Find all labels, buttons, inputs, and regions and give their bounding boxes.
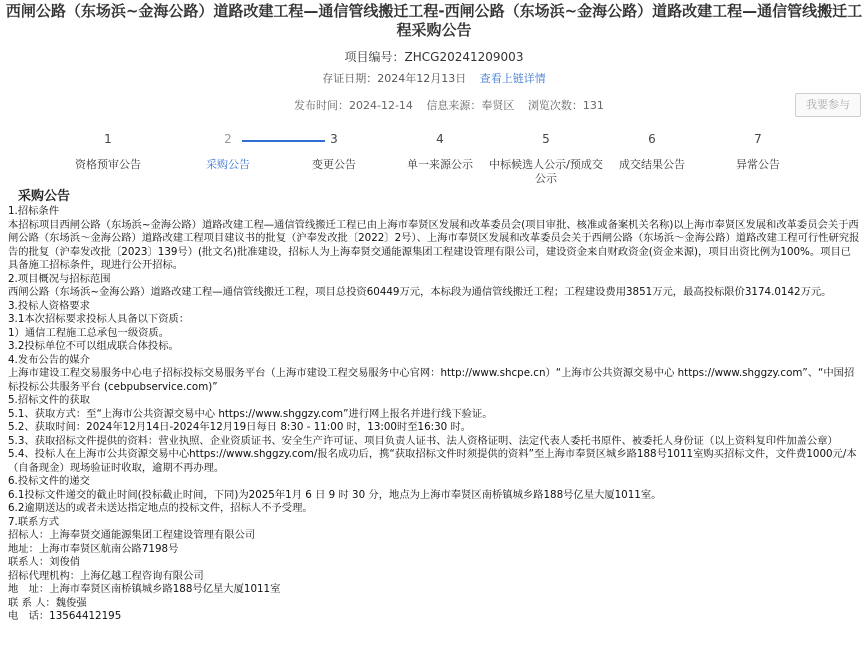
step-7[interactable] — [698, 130, 818, 172]
cert-row — [0, 70, 868, 86]
content-line: 5.1、获取方式：至“上海市公共资源交易中心 https://www.shggzy.com”进行网上报名并进行线下验证。 — [8, 407, 493, 420]
step-label: 采购公告 — [206, 158, 250, 171]
step-label: 中标候选人公示/预成交公示 — [489, 158, 603, 185]
announcement-body — [8, 205, 860, 624]
content-line: 6.1投标文件递交的截止时间(投标截止时间，下同)为2025年1月 6 日 9 时 30 分，地点为上海市奉贤区南桥镇城乡路188号亿星大厦1011室。 — [8, 488, 662, 501]
content-line: 招标人：上海奉贤交通能源集团工程建设管理有限公司 — [8, 529, 256, 541]
step-label: 成交结果公告 — [619, 158, 685, 171]
chain-detail-link[interactable]: 查看上链详情 — [479, 72, 546, 85]
content-line: 7.联系方式 — [8, 515, 60, 528]
step-label: 异常公告 — [736, 158, 780, 171]
view-count: 浏览次数：131 — [527, 99, 604, 112]
info-source: 信息来源：奉贤区 — [426, 99, 515, 112]
step-4[interactable] — [380, 130, 500, 172]
step-number: 1 — [104, 132, 112, 146]
content-line: 2.项目概况与招标范围 — [8, 272, 111, 285]
content-line: 联系人：刘俊俏 — [8, 556, 81, 568]
step-5[interactable] — [486, 130, 606, 186]
content-line: 5.2、获取时间：2024年12月14日-2024年12月19日每日 8:30 - 11:00 时，13:00时至16:30 时。 — [8, 421, 472, 433]
content-line: 地 址：上海市奉贤区南桥镇城乡路188号亿星大厦1011室 — [8, 583, 281, 595]
content-line: 5.3、获取招标文件提供的资料：营业执照、企业资质证书、安全生产许可证、项目负责人证书、法人资格证明、法定代表人委托书原件、被委托人身份证（以上资料复印件加盖公章） — [8, 434, 838, 447]
step-label: 变更公告 — [312, 158, 356, 171]
content-line: 地址：上海市奉贤区航南公路7198号 — [8, 542, 179, 555]
step-3[interactable] — [274, 130, 394, 172]
step-1[interactable] — [48, 130, 168, 172]
content-line: 联 系 人：魏俊强 — [8, 596, 87, 609]
content-line: 3.2投标单位不可以组成联合体投标。 — [8, 340, 179, 352]
page-title: 西闸公路（东场浜~金海公路）道路改建工程—通信管线搬迁工程-西闸公路（东场浜~金海公路）道路改建工程—通信管线搬迁工程采购公告 — [5, 2, 863, 39]
content-line: 5.招标文件的获取 — [8, 394, 90, 406]
content-line: 1）通信工程施工总承包一级资质。 — [8, 326, 170, 339]
content-line: 3.投标人资格要求 — [8, 299, 90, 312]
content-line: 西闸公路（东场浜~金海公路）道路改建工程—通信管线搬迁工程，项目总投资60449万元，本标段为通信管线搬迁工程；工程建设费用3851万元，最高投标限价3174.0142万元。 — [8, 286, 832, 298]
step-label: 资格预审公告 — [75, 158, 141, 171]
join-button[interactable]: 我要参与 — [795, 93, 861, 117]
content-line: 上海市建设工程交易服务中心电子招标投标交易服务平台（上海市建设工程交易服务中心官网：http://www.shcpe.cn）“上海市公共资源交易中心 https://www.shggzy.com”、“中国招标投标公共服务平台 (cebpubservice.com)” — [8, 367, 855, 393]
content-line: 招标代理机构：上海亿越工程咨询有限公司 — [8, 569, 204, 582]
step-label: 单一来源公示 — [407, 158, 473, 171]
step-number: 4 — [436, 132, 444, 146]
step-6[interactable] — [592, 130, 712, 172]
content-line: 3.1本次招标要求投标人具备以下资质： — [8, 313, 190, 325]
content-line: 1.招标条件 — [8, 205, 60, 217]
content-line: 电 话：13564412195 — [8, 610, 122, 622]
step-number: 2 — [224, 132, 232, 146]
content-line: 4.发布公告的媒介 — [8, 353, 90, 366]
step-number: 7 — [754, 132, 762, 146]
step-number: 3 — [330, 132, 338, 146]
step-number: 5 — [542, 132, 550, 146]
step-2[interactable] — [168, 130, 288, 172]
publish-time: 发布时间：2024-12-14 — [294, 99, 413, 112]
content-line: 6.投标文件的递交 — [8, 475, 90, 487]
cert-date: 存证日期：2024年12月13日 — [322, 72, 467, 85]
content-line: 本招标项目西闸公路（东场浜~金海公路）道路改建工程—通信管线搬迁工程已由上海市奉贤区发展和改革委员会(项目审批、核准或备案机关名称)以上海市奉贤区发展和改革委员会关于西闸公路（东场浜～金海公路）道路改建工程项目建议书的批复（沪奉发改批〔2022〕2号）、上海市奉贤区发展和改革委员会关于西闸公路（东场浜～金海公路）道路改建工程可行性研究报告的批复（沪奉发改批〔2023〕139号）(批文名)批准建设，招标人为上海奉贤交通能源集团工程建设管理有限公司，建设资金来自财政资金(资金来源)，项目出资比例为100%。项目已具备施工招标条件，现进行公开招标。 — [8, 218, 860, 271]
step-number: 6 — [648, 132, 656, 146]
section-title: 采购公告 — [18, 189, 71, 204]
content-line: 6.2逾期送达的或者未送达指定地点的投标文件，招标人不予受理。 — [8, 502, 313, 514]
process-steps — [0, 130, 868, 190]
content-line: 5.4、投标人在上海市公共资源交易中心https://www.shggzy.com/报名成功后，携“获取招标文件时须提供的资料”至上海市奉贤区城乡路188号1011室购买招标文件，文件费1000元/本（自备现金）现场验证时收取，逾期不再办理。 — [8, 448, 857, 474]
meta-row — [294, 97, 614, 113]
project-number: 项目编号：ZHCG20241209003 — [344, 50, 524, 64]
